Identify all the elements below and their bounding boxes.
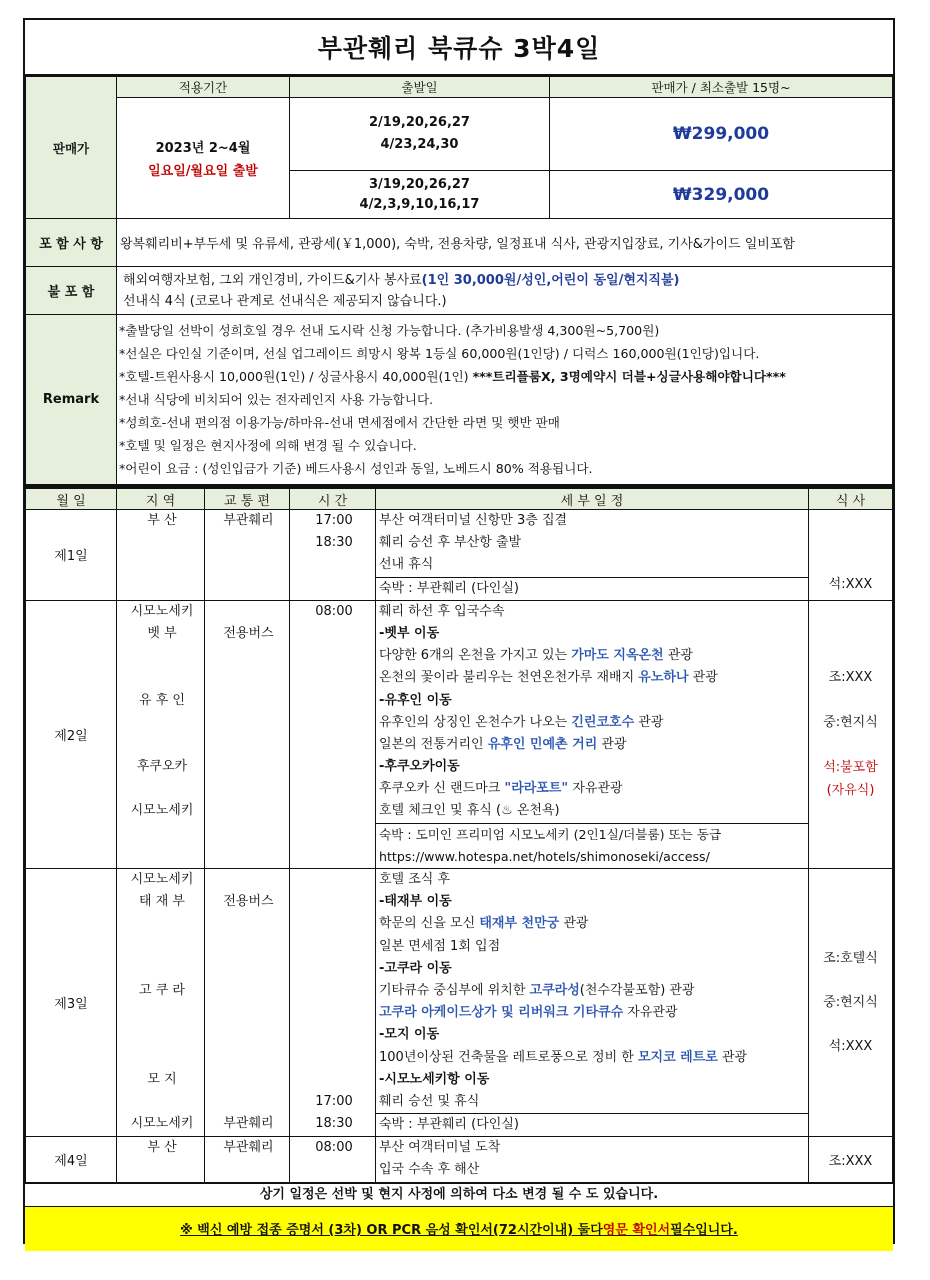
meal-line: 석:XXX: [828, 1038, 873, 1054]
detail-text: 후쿠오카 신 랜드마크: [379, 781, 505, 797]
detail-text: 자유관광: [568, 781, 623, 797]
schedule-table: [25, 485, 893, 1183]
day-label: 제3일: [26, 869, 117, 1137]
detail-line: 호텔 조식 후: [379, 872, 451, 887]
footer-warning-text: 필수입니다.: [670, 1223, 738, 1239]
stay-line: 숙박 : 도미인 프리미엄 시모노세키 (2인1실/더블룸) 또는 동급: [376, 823, 808, 846]
price-label: 판매가: [26, 77, 117, 219]
detail-move: -벳부 이동: [379, 625, 440, 641]
detail-text: 관광: [597, 736, 627, 752]
price-table: [25, 76, 893, 485]
meal-cell: [809, 600, 893, 868]
footer-warning: [25, 1206, 893, 1251]
detail-text: (천수각불포함) 관광: [579, 982, 695, 998]
page-title: 부관훼리 북큐슈 3박4일: [25, 20, 893, 76]
footer-warning-highlight: 영문 확인서: [602, 1223, 671, 1239]
transport-name: 전용버스: [223, 625, 274, 641]
detail-line: [376, 1002, 808, 1024]
dates-line: 2/19,20,26,27: [369, 115, 470, 130]
day-row-3: [26, 869, 893, 1137]
time-value: 08:00: [315, 603, 353, 619]
detail-highlight: "라라포트": [504, 781, 569, 797]
detail-text: 관광: [663, 648, 693, 664]
detail-line: [376, 712, 808, 734]
detail-text: 다양한 6개의 온천을 가지고 있는: [379, 648, 572, 664]
meal-cell: 조:XXX: [809, 1137, 893, 1182]
price-value-1: ₩299,000: [550, 98, 893, 171]
col-header-price: 판매가 / 최소출발 15명~: [550, 77, 893, 98]
meal-line: 석:불포함: [823, 760, 878, 776]
transport-name: 부관훼리: [223, 1140, 274, 1156]
sched-header-region: 지 역: [117, 487, 205, 510]
footer-note: 상기 일정은 선박 및 현지 사정에 의하여 다소 변경 될 수 도 있습니다.: [25, 1183, 893, 1206]
detail-line: [376, 913, 808, 935]
detail-line: 호텔 체크인 및 휴식 (♨ 온천욕): [379, 803, 560, 819]
region-name: 시모노세키: [130, 803, 194, 819]
remark-label: Remark: [26, 315, 117, 485]
detail-text: 관광: [717, 1049, 748, 1065]
region-name: 고 쿠 라: [139, 982, 185, 998]
period-cell: [117, 98, 290, 219]
meal-cell: 석:XXX: [809, 510, 893, 601]
price-value-2: ₩329,000: [550, 171, 893, 219]
remark-line: *성희호-선내 편의점 이용가능/하마유-선내 면세점에서 간단한 라면 및 햇반 판매: [119, 415, 560, 430]
detail-line: 부산 여객터미널 도착: [379, 1140, 501, 1156]
region-name: 유 후 인: [139, 692, 185, 708]
detail-line: [376, 734, 808, 756]
included-text: 왕복훼리비+부두세 및 유류세, 관광세(￥1,000), 숙박, 전용차량, 일정표내 식사, 관광지입장료, 기사&가이드 일비포함: [117, 219, 893, 267]
dates-line: 4/23,24,30: [380, 137, 459, 152]
meal-line: 조:XXX: [828, 670, 873, 686]
transport-name: 부관훼리: [223, 513, 274, 528]
detail-text: 일본의 전통거리인: [379, 736, 488, 752]
detail-highlight: 태재부 천만궁: [479, 916, 560, 932]
detail-line: 훼리 승선 후 부산항 출발: [379, 535, 522, 551]
region-name: 시모노세키: [130, 872, 194, 887]
meal-line: 중:현지식: [823, 994, 878, 1010]
region-name: 모 지: [147, 1071, 177, 1087]
remark-line: *출발당일 선박이 성희호일 경우 선내 도시락 신청 가능합니다. (추가비용발생 4,300원~5,700원): [119, 323, 660, 338]
detail-highlight: 긴린코호수: [571, 714, 635, 730]
meal-cell: [809, 869, 893, 1137]
detail-highlight: 가마도 지옥온천: [571, 648, 664, 664]
detail-line: 입국 수속 후 해산: [379, 1162, 480, 1178]
meal-line: (자유식): [826, 783, 875, 799]
day-row-2: [26, 600, 893, 868]
day-row-4: [26, 1137, 893, 1182]
day-row-1: [26, 510, 893, 601]
detail-highlight: 유후인 민예촌 거리: [487, 736, 598, 752]
remark-line: *어린이 요금 : (성인입금가 기준) 베드사용시 성인과 동일, 노베드시 80% 적용됩니다.: [119, 461, 593, 476]
day-label: 제1일: [26, 510, 117, 601]
detail-text: 온천의 꽃이라 불리우는 천연온천가루 재배지: [379, 670, 639, 686]
time-value: 18:30: [315, 535, 353, 551]
remark-hotel-note: ***트리플룸X, 3명예약시 더블+싱글사용해야합니다***: [472, 369, 786, 384]
col-header-departure: 출발일: [290, 77, 550, 98]
region-name: 부 산: [147, 513, 177, 528]
detail-line: [376, 980, 808, 1002]
detail-text: 관광: [688, 670, 718, 686]
region-name: 태 재 부: [139, 894, 185, 910]
detail-highlight: 고쿠라성: [529, 982, 580, 998]
stay-line: 숙박 : 부관훼리 (다인실): [376, 1113, 808, 1136]
detail-line: 부산 여객터미널 신항만 3층 집결: [379, 513, 568, 528]
sched-header-meal: 식 사: [809, 487, 893, 510]
detail-highlight: 모지코 레트로: [637, 1049, 718, 1065]
detail-line: 훼리 하선 후 입국수속: [379, 603, 505, 619]
time-value: 18:30: [315, 1116, 353, 1132]
meal-line: 조:호텔식: [823, 950, 878, 966]
remark-text: [117, 315, 893, 485]
period-note: 일요일/월요일 출발: [148, 164, 258, 179]
meal-line: 중:현지식: [823, 715, 878, 731]
detail-text: 자유관광: [623, 1005, 678, 1021]
detail-text: 기타큐슈 중심부에 위치한: [379, 982, 530, 998]
detail-move: -후쿠오카이동: [379, 759, 460, 775]
remark-hotel: *호텔-트윈사용시 10,000원(1인) / 싱글사용시 40,000원(1인): [119, 369, 473, 384]
remark-line: *호텔 및 일정은 현지사정에 의해 변경 될 수 있습니다.: [119, 438, 417, 453]
detail-move: -고쿠라 이동: [379, 960, 452, 976]
detail-text: 관광: [634, 714, 664, 730]
detail-move: -시모노세키항 이동: [379, 1071, 490, 1087]
region-name: 부 산: [147, 1140, 177, 1156]
detail-line: 훼리 승선 및 휴식: [379, 1093, 480, 1109]
detail-line: [376, 667, 808, 689]
sched-header-detail: 세 부 일 정: [376, 487, 809, 510]
sched-header-date: 월 일: [26, 487, 117, 510]
stay-line: 숙박 : 부관훼리 (다인실): [376, 577, 808, 600]
detail-highlight: 고쿠라 아케이드상가 및 리버워크 기타큐슈: [379, 1005, 624, 1021]
footer-warning-text: ※ 백신 예방 접종 증명서 (3차) OR PCR 음성 확인서(72시간이내) 둘다: [180, 1223, 603, 1239]
excluded-label: 불 포 함: [26, 267, 117, 315]
region-name: 후쿠오카: [136, 759, 188, 775]
hotel-url[interactable]: https://www.hotespa.net/hotels/shimonoseki/access/: [379, 848, 710, 864]
included-label: 포 함 사 항: [26, 219, 117, 267]
time-value: 08:00: [315, 1140, 353, 1156]
transport-name: 전용버스: [223, 894, 274, 910]
itinerary-document: [23, 18, 895, 1244]
region-name: 시모노세키: [130, 1116, 194, 1132]
detail-line: [376, 1047, 808, 1069]
excluded-line: 선내식 4식 (코로나 관계로 선내식은 제공되지 않습니다.): [123, 293, 447, 309]
detail-line: 선내 휴식: [379, 557, 434, 573]
detail-highlight: 유노하나: [638, 670, 689, 686]
departure-dates-2: [290, 171, 550, 219]
sched-header-time: 시 간: [290, 487, 376, 510]
detail-move: -태재부 이동: [379, 894, 452, 910]
detail-move: -모지 이동: [379, 1027, 440, 1043]
detail-text: 100년이상된 건축물을 레트로풍으로 정비 한: [379, 1049, 638, 1065]
time-value: 17:00: [315, 513, 353, 528]
departure-dates-1: [290, 98, 550, 171]
detail-text: 유후인의 상징인 온천수가 나오는: [379, 714, 572, 730]
remark-line: [119, 365, 892, 388]
excluded-text: [117, 267, 893, 315]
excluded-line: 해외여행자보험, 그외 개인경비, 가이드&기사 봉사료: [123, 272, 422, 288]
dates-line: 4/2,3,9,10,16,17: [359, 196, 480, 212]
day-label: 제4일: [26, 1137, 117, 1182]
detail-text: 학문의 신을 모신: [379, 916, 480, 932]
detail-move: -유후인 이동: [379, 692, 452, 708]
time-value: 17:00: [315, 1093, 353, 1109]
detail-line: 일본 면세점 1회 입점: [379, 938, 501, 954]
day-label: 제2일: [26, 600, 117, 868]
region-name: 벳 부: [147, 625, 177, 641]
col-header-period: 적용기간: [117, 77, 290, 98]
remark-line: *선내 식당에 비치되어 있는 전자레인지 사용 가능합니다.: [119, 392, 434, 407]
detail-line: [376, 645, 808, 667]
transport-name: 부관훼리: [223, 1116, 274, 1132]
detail-line: [376, 778, 808, 800]
excluded-note: (1인 30,000원/성인,어린이 동일/현지직불): [421, 272, 680, 288]
remark-line: *선실은 다인실 기준이며, 선실 업그레이드 희망시 왕복 1등실 60,000원(1인당) / 디럭스 160,000원(1인당)입니다.: [119, 346, 760, 361]
dates-line: 3/19,20,26,27: [369, 176, 470, 192]
period-text: 2023년 2~4월: [155, 141, 251, 156]
sched-header-transport: 교 통 편: [205, 487, 290, 510]
region-name: 시모노세키: [130, 603, 194, 619]
detail-text: 관광: [559, 916, 589, 932]
